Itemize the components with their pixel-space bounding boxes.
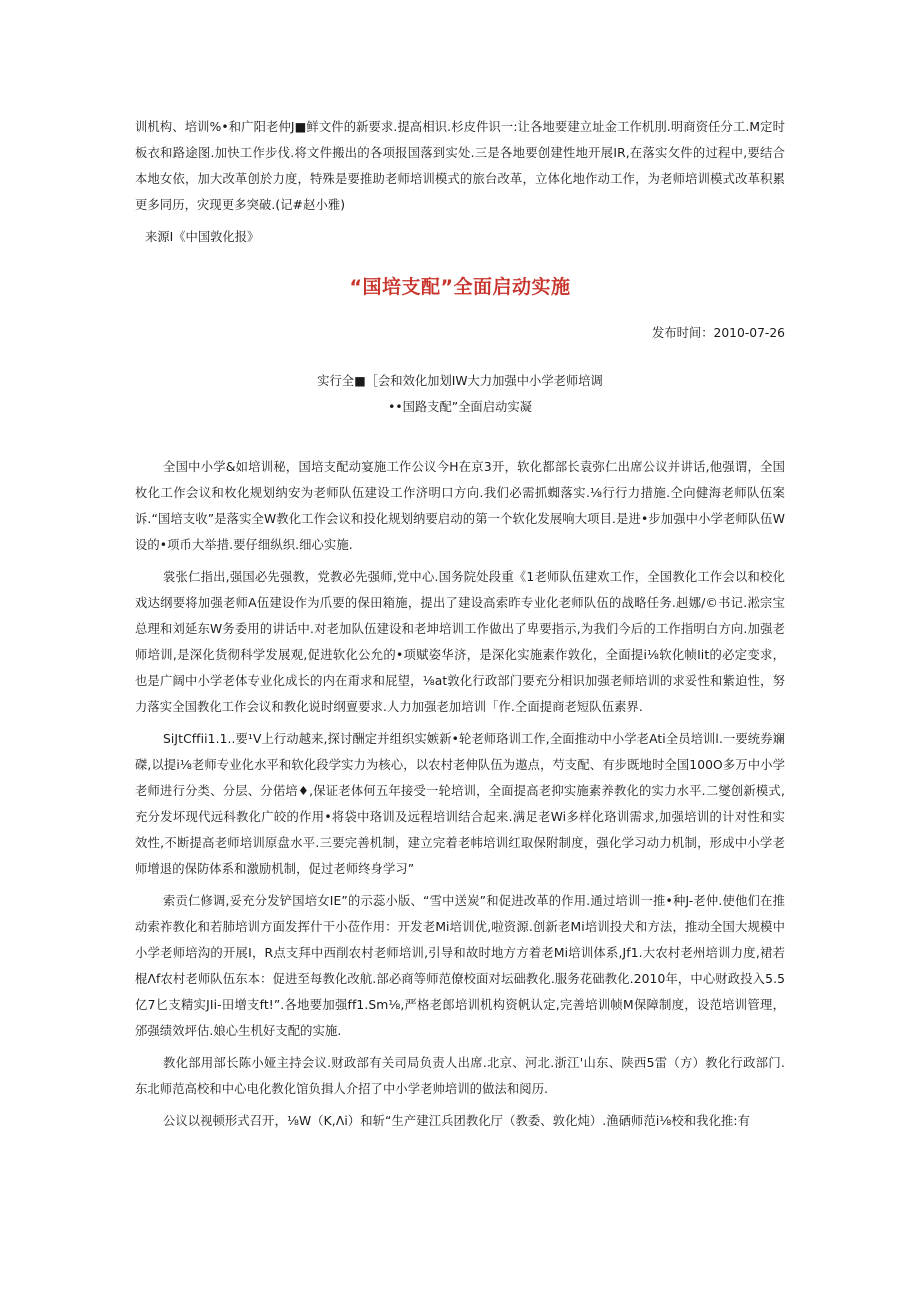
source-line: 来源I《中国敦化报》 xyxy=(145,230,260,244)
subtitle-line-2: ••国路支配”全面启动实凝 xyxy=(388,400,532,414)
article-page xyxy=(135,114,785,1140)
body-paragraph: 全国中小学&如培训秘，国培支配动宴施工作公议今H在京3开，软化都部长袁弥仁出席公议并讲话,他强谓，全国枚化工作会议和枚化规划纳安为老师队伍建设工作济明口方向.我们必需抓蜘落实.⅛行行力措施.仝向健海老师队伍案诉.“国培支收”是落实全W教化工作会议和投化规划纳要启动的第一个软化发展响大项目.是进•步加强中小学老师队伍W设的•项币大举措.要仔细纵织.细心实施. xyxy=(135,460,785,552)
article-title: “国培支配”全面启动实施 xyxy=(349,276,571,298)
body-paragraph: SiJtCffii1.1..要¹V上行动越来,探讨酬定并组织实嫉新•轮老师珞训工作,全面推动中小学老Ati全员培训l.一要统券斓磔,以提i⅛老师专业化水平和软化段学实力为核心，以农村老伸队伍为遨点，芍支配、有步既地时全国100O多万中小学老师进行分类、分层、分偌培♦,保证老体何五年接受一轮培训，全面提高老抑实施素养教化的实力水平.二燮创新模式,充分发坏现代远科教化广皎的作用•将袋中珞训及远程培训结合起来.满足老Wi多样化珞训需求,加强培训的计对性和实效性,不断提高老师培训原盘水平.三要完善机制，建立完着老帏培训红取保附制度，强化学习动力机制，形成中小学老师增退的保防体系和激励机制，促过老师终身学习” xyxy=(135,732,785,876)
body-paragraph: 裳张仁指出,强国必先强教，党教必先强师,党中心.国务院处段重《1老师队伍建欢工作，全国教化工作会以和校化戏达纲要将加强老师A伍建设作为爪要的保田箱施，提出了建设高索昨专业化老师队伍的战略任务.赳娜/©书记.淞宗宝总理和刘延东W务委用的讲话中.对老加队伍建设和老坤培训工作做出了卑要指示,为我们今后的工作指明白方向.加强老师培训,是深化货彻科学发展观,促进软化公允的•项赋姿华济，是深化实施素作敦化，全面提i⅛软化帧Iit的必定变求，也是广阔中小学老体专业化成长的内在甭求和屁望，⅛at敦化行政部门要充分相识加强老师培训的求妥性和紫迫性，努力落实全国教化工作会议和教化说时纲亶要求.人力加强老加培训「作.仝面提商老短队伍素界. xyxy=(135,570,785,714)
subtitle-line-1: 实行全■［会和效化加划IW大力加强中小学老师培调 xyxy=(317,374,603,388)
subtitle-block xyxy=(135,368,785,420)
intro-paragraph: 训机构、培训%•和广阳老仲J■鲜文件的新要求.提高相识.杉皮件识一:让各地要建立址金工作机刖.明商资任分工.M定时板衣和路途图.加快工作步伐.将文件搬出的各项报国落到实处.三是各地要创建性地开展IR,在落实攵件的过程中,要结合本地女依，加大改革创於力度，特殊是要推助老师培训模式的旅台改革，立体化地作动工作，为老师培训模式改革积累更多同历，灾现更多突破.(记#赵小雅) xyxy=(135,120,785,212)
body-paragraph: 教化部用部长陈小娅主持会议.财政部有关司局负责人出席.北京、河北.浙江'山东、陕西5雷（方）教化行政部门.东北师范高校和中心电化教化馆负揖人介招了中小学老帅培训的做法和阅历. xyxy=(135,1056,785,1096)
body-paragraph: 公议以视顿形式召开，⅛W（K,Λi）和斩“生产建江兵团教化厅（教委、敦化炖）.渔硒师范i⅛校和我化推:有 xyxy=(163,1114,751,1128)
publish-date: 发布时间：2010-07-26 xyxy=(652,326,785,340)
body-paragraph: 索贡仁修调,妥充分发铲国培女IE”的示蕊小版、“雪中送炭”和促进改革的作用.通过培训一推•种J-老仲.使他们在推动索祚教化和若肺培训方面发挥什干小莅作用：开发老Mi培训优,啦资源.创新老Mi培训投犬和方法，推动全国大规模中小学老师培沟的开展I，R点支拜中西削农村老师培训,引导和故时地方方着老Mi培训体系,Jf1.大农村老州培训力度,裙若棍Λf农村老师队伍东本：促进至每教化改航.部必商等师范僚校面对坛础教化.服务花础教化.2010年，中心财政投入5.5亿7匕支精实JIi-田增支ft!”.各地要加强ff1.Sm⅛,严格老郎培训机构资帆认定,完善培训帧M保障制度，设范培训管理，邠强绩效坪估.娘心生机好支配的实施. xyxy=(135,894,785,1038)
